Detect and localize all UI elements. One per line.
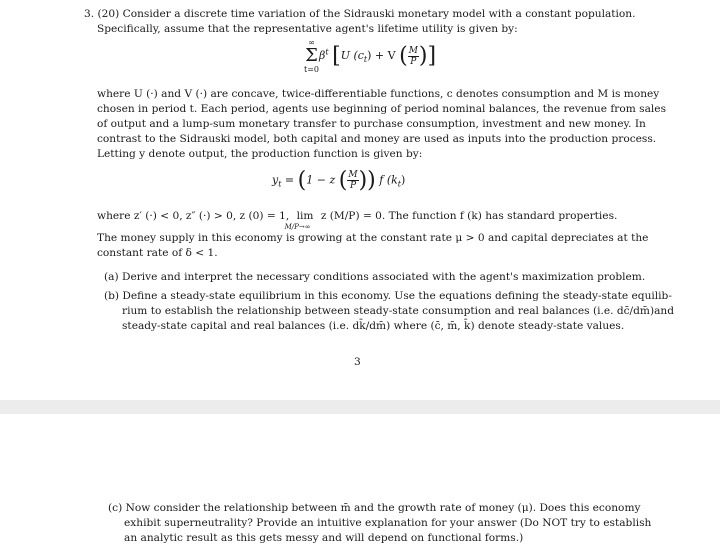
money-supply-line: The money supply in this economy is growing at the constant rate μ > 0 and capital depreciates at the [97, 232, 649, 244]
part-c-line2: exhibit superneutrality? Provide an intuitive explanation for your answer (Do NOT try to establish [124, 517, 652, 529]
inner-term: 1 − z [306, 173, 336, 187]
prod-subscript: t [397, 179, 402, 189]
question-header: 3. (20) Consider a discrete time variation of the Sidrauski monetary model with a constant population. [84, 8, 636, 20]
output-subscript: t [278, 179, 282, 189]
output-symbol: y [272, 173, 279, 187]
prod-fraction: $\frac{M}{P}$ [348, 170, 358, 191]
plus-v-term: ) + V [367, 49, 396, 62]
real-balance-fraction: $\frac{M}{P}$ [408, 45, 418, 67]
para1-line2: chosen in period t. Each period, agents use beginning of period nominal balances, the revenue from sales [97, 103, 667, 115]
page-number: 3 [354, 356, 361, 368]
para1-line3: of output and a lump-sum monetary transfer to purchase consumption, investment and new money. In [97, 118, 646, 130]
para1-line1: where U (·) and V (·) are concave, twice-differentiable functions, c denotes consumption and M is money [97, 88, 660, 100]
prod-close: ) [401, 173, 406, 187]
part-b-line3: steady-state capital and real balances (i.e. dk̄/dm̄) where (c̄, m̄, k̄) denote steady-state values. [122, 320, 625, 332]
conditions-line: where z′ (·) < 0, z″ (·) > 0, z (0) = 1, lim M/P→∞ z (M/P) = 0. The function f (k) has standard properties. [97, 209, 617, 224]
part-a: (a) Derive and interpret the necessary conditions associated with the agent's maximization problem. [104, 271, 646, 283]
beta-exponent: t [325, 47, 329, 57]
part-b-line1: (b) Define a steady-state equilibrium in this economy. Use the equations defining the steady-state equilib- [104, 290, 672, 302]
summation: ∞ Σ t=0 [304, 38, 320, 74]
part-c-line3: an analytic result as this gets messy and will depend on functional forms.) [124, 532, 524, 544]
exam-page-2 [0, 414, 720, 552]
sum-upper-limit: ∞ [308, 38, 315, 47]
part-b-line2: rium to establish the relationship between steady-state consumption and real balances (i.e. dc̄/dm̄)and [122, 305, 674, 317]
sum-lower-limit: t=0 [304, 65, 320, 74]
para1-line5: Letting y denote output, the production function is given by: [97, 148, 423, 160]
utility-equation: ∞ Σ $t=0\beta^t$ [U $(c_t) + V$ ( $\frac{M}{P}$ )] [304, 38, 437, 74]
question-line-2: Specifically, assume that the representative agent's lifetime utility is given by: [97, 23, 518, 35]
limit-subscript: M/P→∞ [284, 223, 311, 231]
utility-subscript: t [363, 55, 368, 65]
utility-term: U (c [340, 49, 364, 62]
limit-operator: lim M/P→∞ [297, 209, 314, 224]
production-equation: $y_t = (1 - z$ ( $\frac{M}{P}$ )) f $(k_t)$ [272, 168, 406, 193]
prod-function: f (k [375, 173, 398, 187]
part-c-line1: (c) Now consider the relationship between m̄ and the growth rate of money (μ). Does this economy [108, 502, 641, 514]
equals-sign: = [281, 173, 298, 187]
para1-line4: contrast to the Sidrauski model, both capital and money are used as inputs into the production process. [97, 133, 657, 145]
money-supply-line-2: constant rate of δ < 1. [97, 247, 218, 259]
beta-symbol: β [319, 49, 326, 62]
page-separator [0, 400, 720, 414]
